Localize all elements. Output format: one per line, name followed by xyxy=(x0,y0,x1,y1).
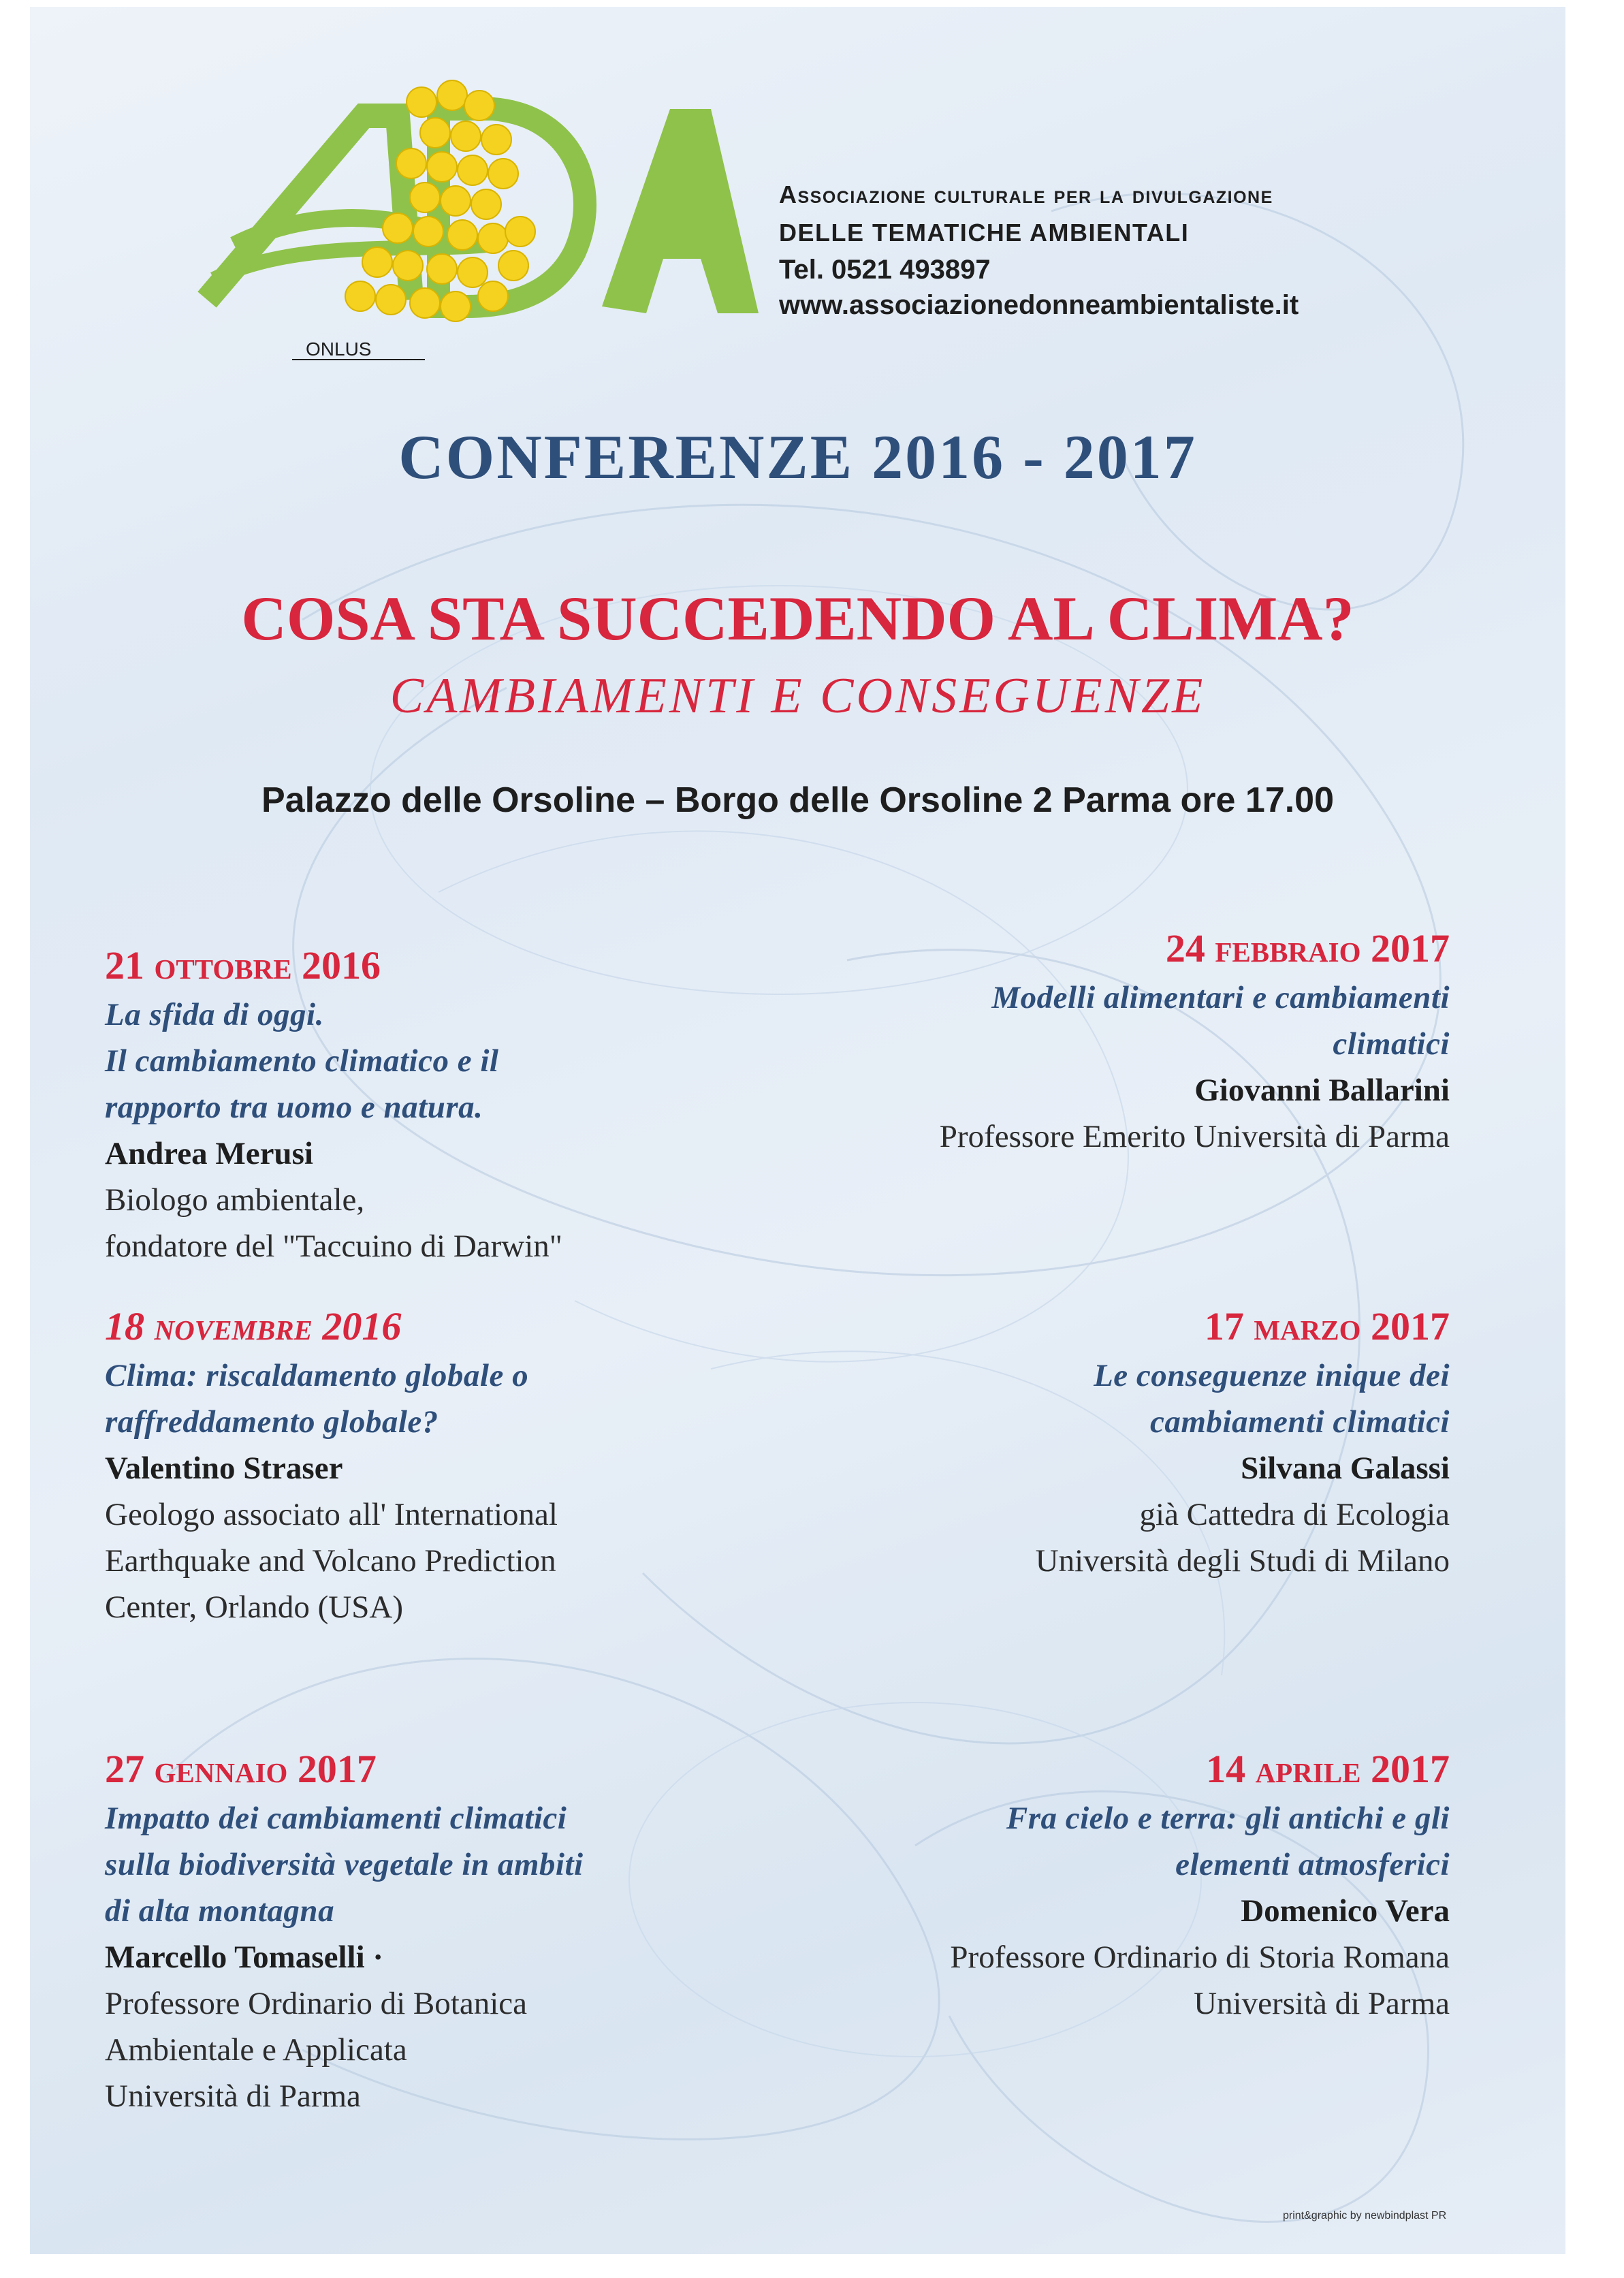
event-role-line: Università degli Studi di Milano xyxy=(1035,1543,1450,1579)
venue: Palazzo delle Orsoline – Borgo delle Orsoline 2 Parma ore 17.00 xyxy=(261,780,1335,820)
event-right-2 xyxy=(769,1301,1450,1584)
event-date: 17 marzo 2017 xyxy=(1204,1304,1450,1348)
event-right-1 xyxy=(769,923,1450,1160)
event-speaker: Silvana Galassi xyxy=(1241,1451,1450,1486)
event-topic-line: Clima: riscaldamento globale o xyxy=(105,1358,529,1393)
event-right-3 xyxy=(769,1743,1450,2027)
main-title: COSA STA SUCCEDENDO AL CLIMA? xyxy=(241,584,1354,653)
event-topic-line: La sfida di oggi. xyxy=(105,997,324,1032)
event-speaker: Giovanni Ballarini xyxy=(1194,1073,1450,1108)
conference-title: CONFERENZE 2016 - 2017 xyxy=(398,422,1197,492)
event-role-line: Center, Orlando (USA) xyxy=(105,1589,403,1625)
association-phone: Tel. 0521 493897 xyxy=(779,255,991,285)
event-role-line: Professore Ordinario di Botanica xyxy=(105,1986,527,2021)
event-date: 14 aprile 2017 xyxy=(1206,1747,1450,1791)
association-name: Associazione culturale per la divulgazione xyxy=(779,180,1273,208)
event-role-line: già Cattedra di Ecologia xyxy=(1139,1497,1450,1532)
subtitle: CAMBIAMENTI E CONSEGUENZE xyxy=(389,668,1206,724)
association-website[interactable]: www.associazionedonneambientaliste.it xyxy=(779,290,1299,320)
event-role-line: Professore Emerito Università di Parma xyxy=(939,1119,1450,1154)
event-role-line: Biologo ambientale, xyxy=(105,1182,365,1218)
event-role-line: Università di Parma xyxy=(1194,1986,1450,2021)
event-role-line: Professore Ordinario di Storia Romana xyxy=(950,1940,1450,1975)
event-topic-line: Modelli alimentari e cambiamenti xyxy=(991,980,1450,1015)
event-topic-line: raffreddamento globale? xyxy=(105,1404,439,1440)
event-speaker: Domenico Vera xyxy=(1241,1893,1450,1929)
event-role-line: Earthquake and Volcano Prediction xyxy=(105,1543,556,1579)
event-date: 27 gennaio 2017 xyxy=(105,1747,377,1791)
logo-onlus-tag: ONLUS xyxy=(306,338,372,360)
event-date: 24 febbraio 2017 xyxy=(1165,926,1450,970)
association-subtitle: DELLE TEMATICHE AMBIENTALI xyxy=(779,219,1190,247)
event-role-line: Università di Parma xyxy=(105,2078,361,2114)
event-date: 21 ottobre 2016 xyxy=(105,943,381,987)
event-speaker: Marcello Tomaselli · xyxy=(105,1940,384,1975)
event-topic-line: Le conseguenze inique dei xyxy=(1094,1358,1450,1393)
event-topic-line: di alta montagna xyxy=(105,1893,335,1929)
event-topic-line: rapporto tra uomo e natura. xyxy=(105,1090,483,1125)
print-credits: print&graphic by newbindplast PR xyxy=(1283,2210,1447,2221)
event-speaker: Valentino Straser xyxy=(105,1451,343,1486)
event-date: 18 novembre 2016 xyxy=(105,1304,402,1348)
event-left-1 xyxy=(105,940,786,1269)
event-topic-line: Fra cielo e terra: gli antichi e gli xyxy=(1006,1801,1450,1836)
event-role-line: fondatore del "Taccuino di Darwin" xyxy=(105,1229,562,1264)
event-topic-line: cambiamenti climatici xyxy=(1150,1404,1450,1440)
event-speaker: Andrea Merusi xyxy=(105,1136,313,1171)
event-role-line: Ambientale e Applicata xyxy=(105,2032,407,2068)
event-topic-line: Impatto dei cambiamenti climatici xyxy=(105,1801,567,1836)
event-topic-line: sulla biodiversità vegetale in ambiti xyxy=(105,1847,584,1882)
event-topic-line: Il cambiamento climatico e il xyxy=(105,1043,499,1079)
event-left-2 xyxy=(105,1301,786,1630)
event-topic-line: elementi atmosferici xyxy=(1175,1847,1450,1882)
association-info xyxy=(779,176,1460,323)
poster-sheet xyxy=(30,7,1565,2254)
event-topic-line: climatici xyxy=(1333,1026,1450,1062)
event-left-3 xyxy=(105,1743,786,2119)
aeda-logo xyxy=(193,75,765,368)
event-role-line: Geologo associato all' International xyxy=(105,1497,558,1532)
